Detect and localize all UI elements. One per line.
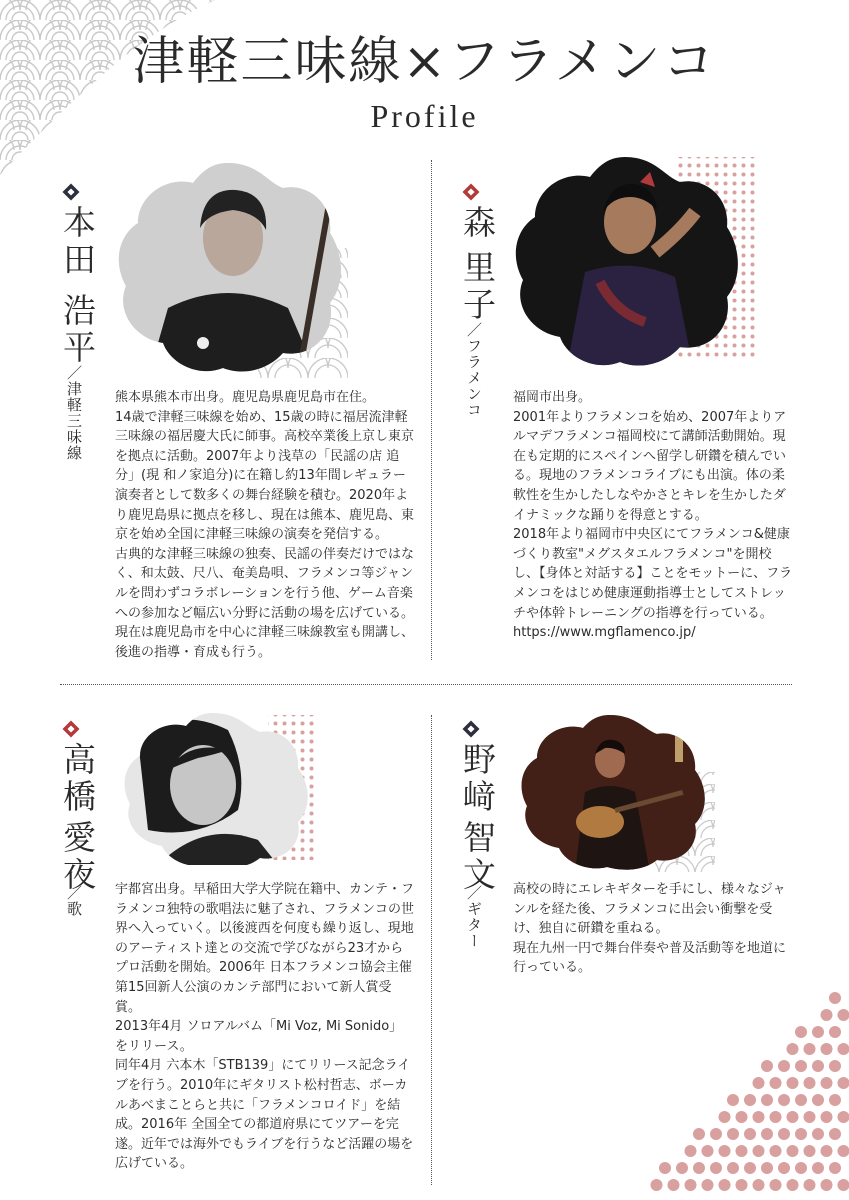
decor-dot — [821, 1043, 833, 1055]
diamond-icon — [462, 183, 480, 201]
vertical-divider-bottom — [431, 715, 432, 1185]
decor-dot — [778, 1128, 790, 1140]
decor-dot — [727, 1162, 739, 1174]
decor-dot — [812, 1026, 824, 1038]
decor-dot — [812, 1094, 824, 1106]
profile-bio — [115, 388, 415, 662]
decor-dot — [685, 1145, 697, 1157]
page-title: 津軽三味線×フラメンコ — [132, 32, 717, 92]
profile-bio — [513, 880, 793, 978]
decor-dot — [753, 1111, 765, 1123]
decor-dot — [693, 1162, 705, 1174]
decor-dot — [795, 1162, 807, 1174]
decor-dot — [838, 1111, 849, 1123]
decor-dot — [710, 1162, 722, 1174]
bio-paragraph: 福岡市出身。 — [513, 390, 592, 405]
decor-dot — [787, 1043, 799, 1055]
decor-dot — [770, 1179, 782, 1191]
decor-dot — [753, 1145, 765, 1157]
bio-paragraph: 古典的な津軽三味線の独奏、民謡の伴奏だけではなく、和太鼓、尺八、奄美島唄、フラメンコ等ジャンルを問わずコラボレーションを行う他、ゲーム音楽への参加など幅広い分野に活動の場を広げている。 — [115, 546, 415, 621]
decor-dot — [770, 1145, 782, 1157]
decor-dot — [778, 1162, 790, 1174]
profile-name-line1: 森 — [458, 205, 497, 242]
bio-paragraph: 現在は鹿児島市を中心に津軽三味線教室も開講し、後進の指導・育成も行う。 — [115, 625, 415, 660]
decor-dot — [787, 1145, 799, 1157]
bio-paragraph: 高校の時にエレキギターを手にし、様々なジャンルを経た後、フラメンコに出会い衝撃を受け、独自に研鑽を重ねる。 — [513, 882, 786, 937]
decor-dot — [838, 1043, 849, 1055]
page-subtitle: Profile — [370, 98, 479, 134]
profile-role: ／津軽三味線 — [65, 365, 83, 461]
horizontal-divider — [60, 684, 792, 685]
decor-dot — [736, 1111, 748, 1123]
decor-dot — [795, 1060, 807, 1072]
decor-dot — [838, 1179, 849, 1191]
decor-dot — [770, 1111, 782, 1123]
decor-dot — [659, 1162, 671, 1174]
profile-bio — [115, 880, 415, 1174]
profile-role: ／歌 — [65, 885, 83, 917]
decor-dot — [719, 1111, 731, 1123]
decor-dot — [744, 1128, 756, 1140]
decor-dot — [804, 1043, 816, 1055]
decor-dot — [778, 1094, 790, 1106]
bio-paragraph: 宇都宮出身。早稲田大学大学院在籍中、カンテ・フラメンコ独特の歌唱法に魅了され、フラメンコの世界へ入っていく。以後渡西を何度も繰り返し、現地のアーティスト達との交流で学びながら23才からプロ活動を開始。2006年 日本フラメンコ協会主催第15回新人公演のカンテ部門において新人賞受賞。 — [115, 882, 415, 1015]
decor-dot — [829, 992, 841, 1004]
decor-dot — [710, 1128, 722, 1140]
decor-dot — [736, 1179, 748, 1191]
decor-dot — [676, 1162, 688, 1174]
profile-name-line2: 愛夜 — [58, 820, 97, 894]
decor-dot — [727, 1128, 739, 1140]
decor-dot — [821, 1111, 833, 1123]
profile-role: ／フラメンコ — [465, 322, 483, 418]
decor-dot — [685, 1179, 697, 1191]
decor-dot — [829, 1094, 841, 1106]
decor-dot — [795, 1128, 807, 1140]
decor-dot — [812, 1128, 824, 1140]
decor-dot — [736, 1145, 748, 1157]
decor-dot — [787, 1111, 799, 1123]
decor-dot — [702, 1179, 714, 1191]
decor-dot — [812, 1060, 824, 1072]
decor-dot — [838, 1145, 849, 1157]
decor-dot — [812, 1162, 824, 1174]
singer-photo — [118, 710, 318, 865]
diamond-icon — [62, 183, 80, 201]
diamond-icon — [462, 720, 480, 738]
decor-dot — [727, 1094, 739, 1106]
guitarist-photo — [515, 712, 715, 872]
profile-name-line1: 本田 — [58, 205, 97, 279]
decor-dot — [821, 1009, 833, 1021]
bio-paragraph: 現在九州一円で舞台伴奏や普及活動等を地道に行っている。 — [513, 940, 787, 976]
decor-dot — [761, 1162, 773, 1174]
decor-dot — [829, 1060, 841, 1072]
decor-dot — [719, 1179, 731, 1191]
decor-dot — [838, 1009, 849, 1021]
decor-dot — [761, 1094, 773, 1106]
profile-bio — [513, 388, 793, 643]
decor-dot — [761, 1128, 773, 1140]
decor-dot — [744, 1162, 756, 1174]
decor-dot — [804, 1077, 816, 1089]
profile-name-line2: 里子 — [458, 250, 497, 324]
decor-dot — [821, 1179, 833, 1191]
decor-dot — [821, 1145, 833, 1157]
profile-name-line2: 浩平 — [58, 293, 97, 367]
decor-dot — [795, 1026, 807, 1038]
decor-dot — [753, 1179, 765, 1191]
decor-dot — [770, 1077, 782, 1089]
vertical-divider-top — [431, 160, 432, 660]
decor-dot — [719, 1145, 731, 1157]
bio-paragraph: 2013年4月 ソロアルバム「Mi Voz, Mi Sonido」をリリース。 — [115, 1019, 403, 1054]
decor-dot — [744, 1094, 756, 1106]
shamisen-player-photo — [108, 158, 348, 378]
website-link[interactable]: https://www.mgflamenco.jp/ — [513, 625, 696, 641]
decor-dot — [778, 1060, 790, 1072]
flamenco-dancer-photo — [505, 152, 755, 377]
bio-paragraph: 2018年より福岡市中央区にてフラメンコ&健康づくり教室"メグスタエルフラメンコ"を開校し、【身体と対話する】ことをモットーに、フラメンコをはじめ健康運動指導士としてストレッチや体幹トレーニングの指導を行っている。 — [513, 527, 793, 621]
decor-dot — [829, 1026, 841, 1038]
profile-role: ／ギター — [465, 885, 483, 949]
decor-dot — [787, 1077, 799, 1089]
decor-dot — [753, 1077, 765, 1089]
decor-dot — [829, 1128, 841, 1140]
decor-dot — [838, 1077, 849, 1089]
profile-name-line1: 野﨑 — [458, 742, 497, 816]
decor-dot — [693, 1128, 705, 1140]
profile-name-line2: 智文 — [458, 820, 497, 894]
decor-dot — [804, 1145, 816, 1157]
decor-dot — [804, 1111, 816, 1123]
decor-dot — [761, 1060, 773, 1072]
bio-paragraph: 14歳で津軽三味線を始め、15歳の時に福居流津軽三味線の福居慶大氏に師事。高校卒業後上京し東京を拠点に活動。2007年より浅草の「民謡の店 追分」(現 和ノ家追分)に在籍し約13年間レギュラー演奏者として数多くの舞台経験を積む。2020年より鹿児島県に拠点を移し、現在は熊本、鹿児島、東京を始め全国に津軽三味線の演奏を発信する。 — [115, 409, 415, 543]
diamond-icon — [62, 720, 80, 738]
decor-dot — [668, 1179, 680, 1191]
bio-paragraph: 熊本県熊本市出身。鹿児島県鹿児島市在住。 — [115, 390, 376, 405]
decor-dot — [795, 1094, 807, 1106]
decor-dot — [821, 1077, 833, 1089]
decor-dot — [829, 1162, 841, 1174]
decor-dot — [787, 1179, 799, 1191]
decor-dot — [651, 1179, 663, 1191]
decor-dot — [702, 1145, 714, 1157]
profile-name-line1: 高橋 — [58, 742, 97, 816]
bio-paragraph: 2001年よりフラメンコを始め、2007年よりアルマデフラメンコ福岡校にて講師活動開始。現在も定期的にスペインへ留学し研鑽を積んでいる。現地のフラメンコライブにも出演。体の柔軟性を生かしたしなやかさとキレを生かしたダイナミックな踊りを得意とする。 — [513, 409, 787, 523]
bio-paragraph: 同年4月 六本木「STB139」にてリリース記念ライブを行う。2010年にギタリスト松村哲志、ボーカルあべまことらと共に「フラメンコロイド」を結成。2016年 全国全ての都道府県にてツアーを完遂。近年では海外でもライブを行うなど活躍の場を広げている。 — [115, 1058, 414, 1172]
decor-dot — [804, 1179, 816, 1191]
dot-pattern-bottom-right — [640, 990, 849, 1200]
